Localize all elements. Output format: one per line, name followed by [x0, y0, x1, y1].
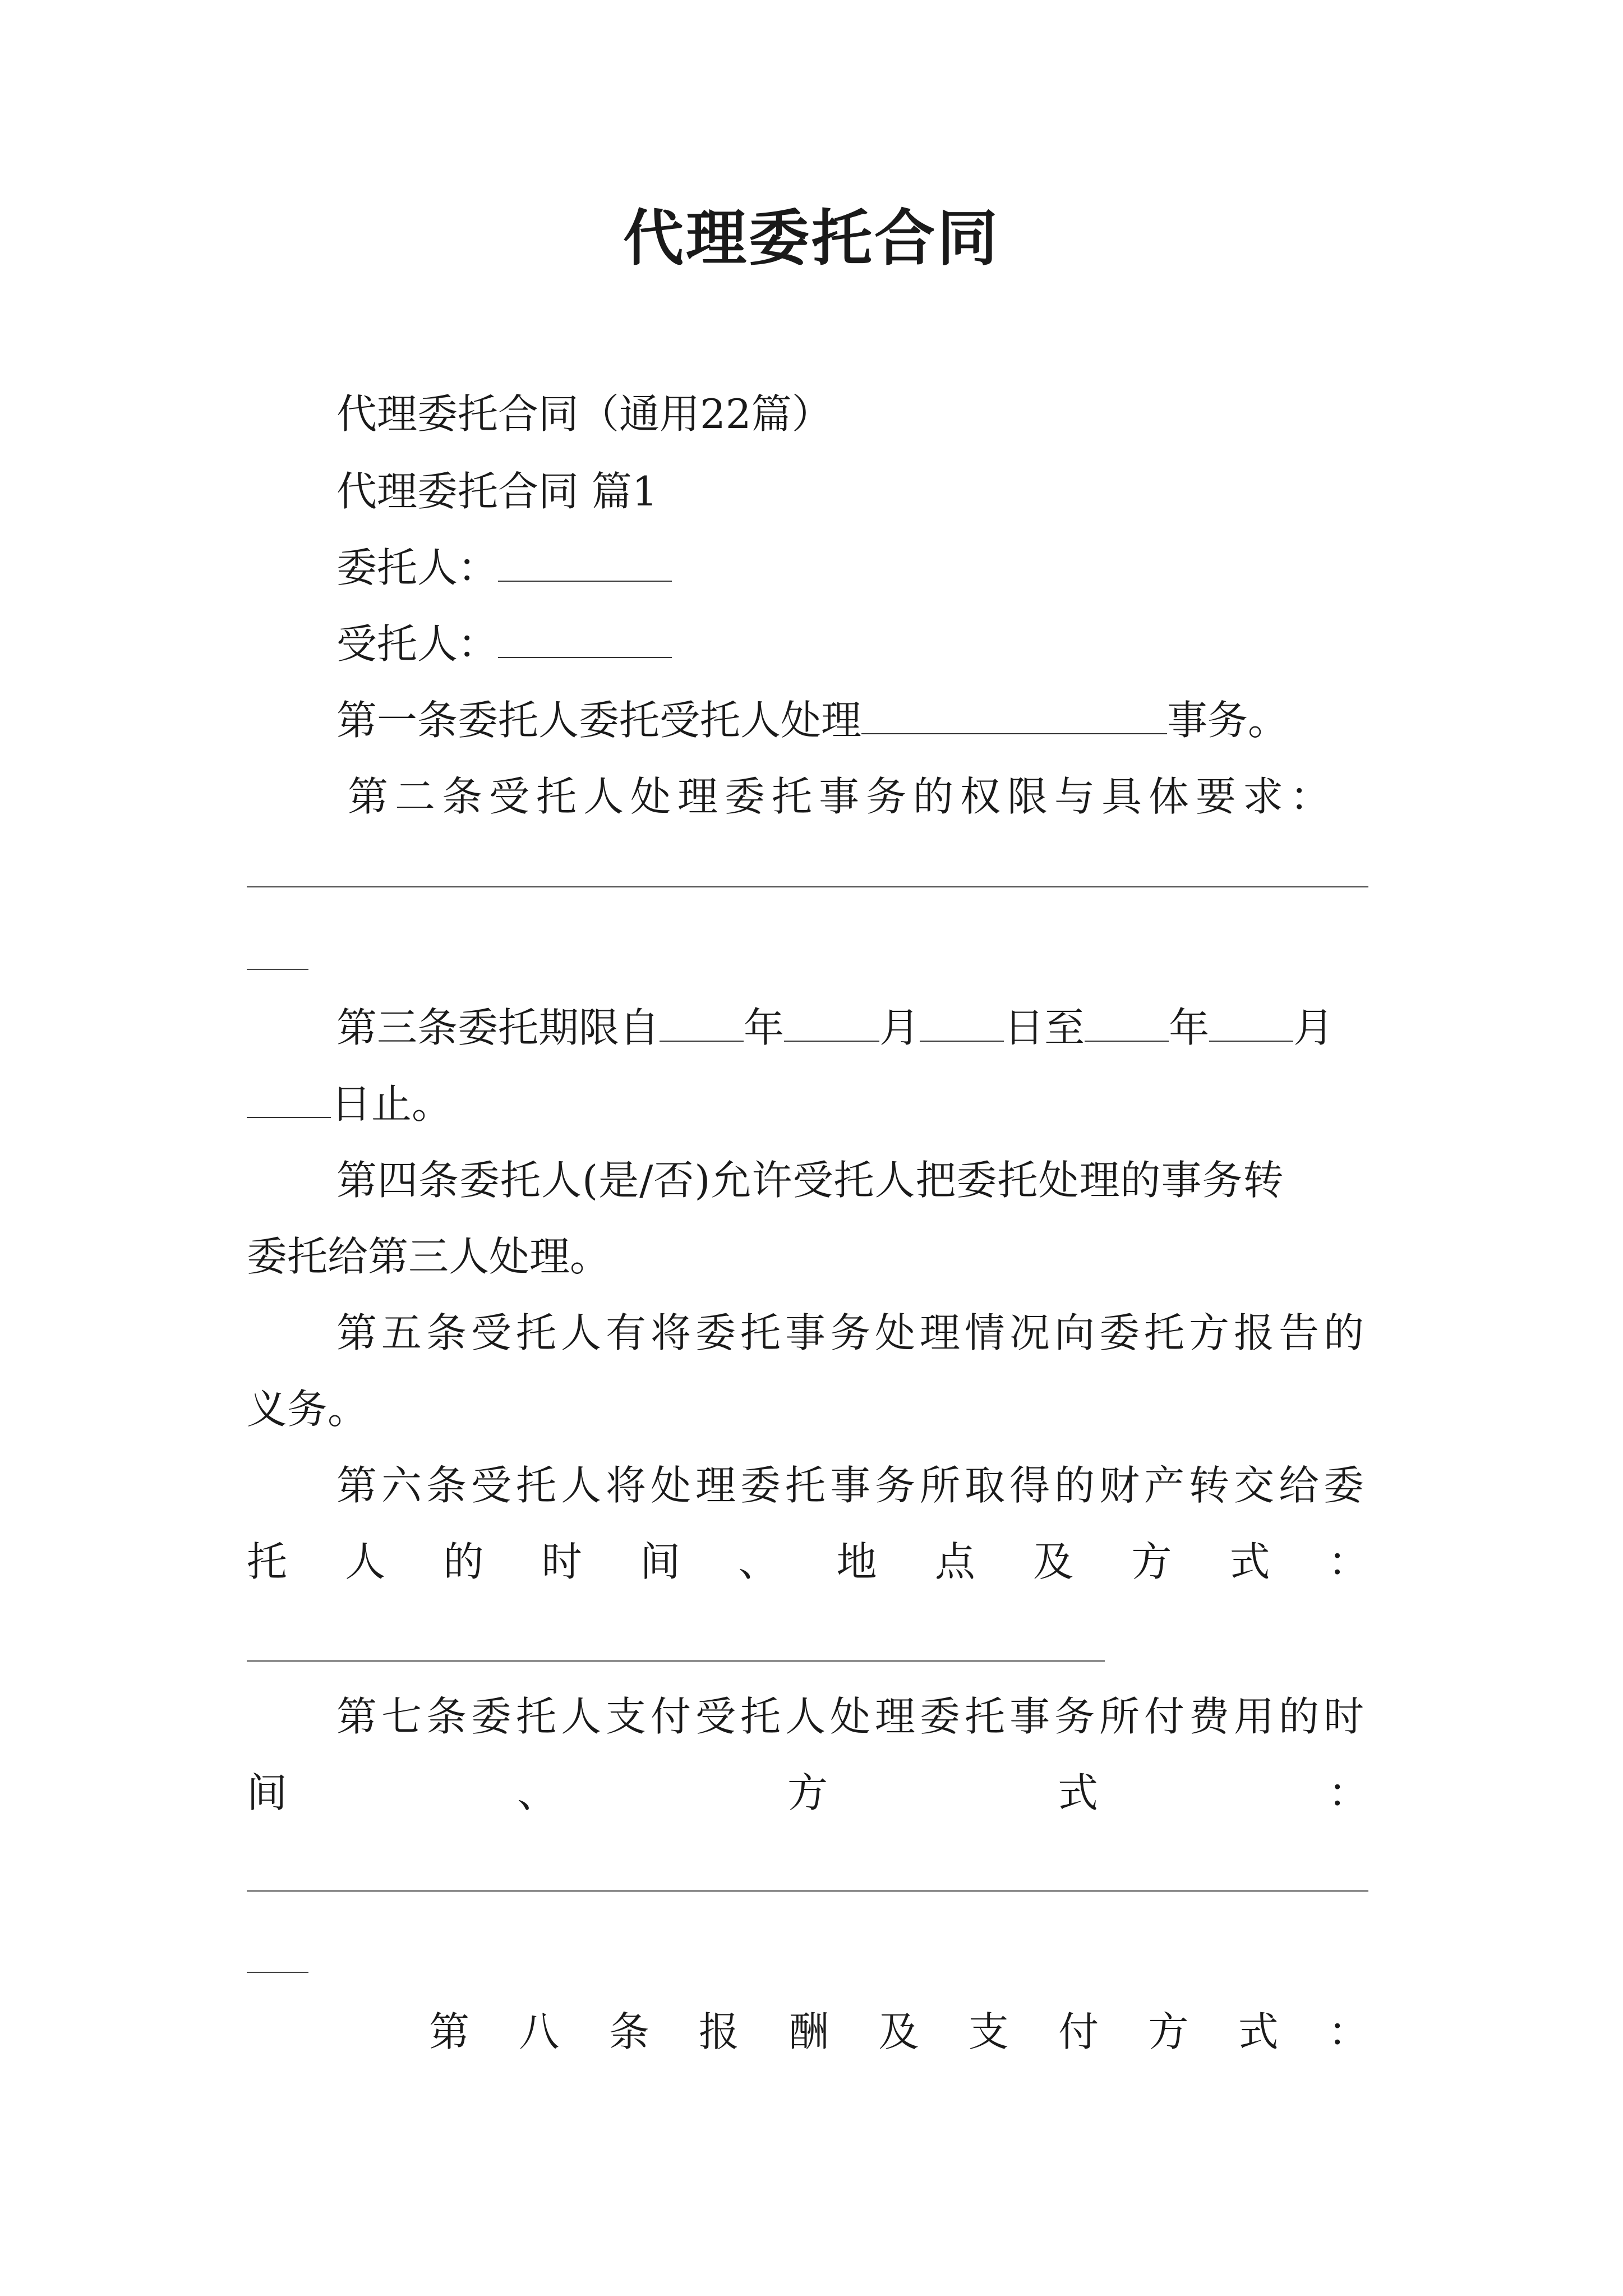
char: 式 [1238, 2008, 1279, 2055]
end-month-label: 月 [1293, 1004, 1334, 1051]
end-month-blank[interactable] [1209, 1001, 1293, 1042]
principal-label: 委托人： [336, 544, 499, 591]
article-4-line-1: 第四条委托人(是/否)允许受托人把委托处理的事务转 [336, 1157, 1284, 1204]
end-year-blank[interactable] [1085, 1001, 1169, 1042]
char: ： [1327, 1538, 1368, 1585]
article-2: 第二条受托人处理委托事务的权限与具体要求： [348, 773, 1338, 820]
char: ： [1327, 1769, 1368, 1816]
article-1 [336, 692, 1288, 748]
char: 人 [345, 1538, 386, 1585]
char: 及 [878, 2008, 919, 2055]
article-7-blank-line-2[interactable] [247, 1972, 308, 1973]
article-2-blank-line-2[interactable] [247, 969, 308, 970]
year-label: 年 [744, 1004, 785, 1051]
article-5-line-1: 第五条受托人有将委托事务处理情况向委托方报告的 [336, 1309, 1369, 1356]
article-3-cont [247, 1076, 452, 1132]
article-7-blank-line[interactable] [247, 1890, 1368, 1892]
article-8 [429, 2004, 1368, 2060]
principal-blank[interactable] [498, 541, 672, 582]
chapter-heading: 代理委托合同 篇1 [336, 468, 658, 515]
char: 付 [1058, 2008, 1099, 2055]
char: 、 [738, 1538, 779, 1585]
char: 式 [1057, 1769, 1098, 1816]
char: 、 [517, 1769, 557, 1816]
char: 报 [698, 2008, 739, 2055]
day-to-label: 日至 [1004, 1004, 1085, 1051]
char: 条 [608, 2008, 649, 2055]
article-1-text: 第一条委托人委托受托人处理 [336, 697, 862, 744]
char: 时 [541, 1538, 582, 1585]
char: 支 [968, 2008, 1009, 2055]
article-3-text: 第三条委托期限自 [336, 1004, 660, 1051]
article-1-blank[interactable] [861, 694, 1167, 734]
article-4-line-2: 委托给第三人处理。 [247, 1233, 611, 1280]
article-3 [336, 1000, 1334, 1056]
month-label: 月 [879, 1004, 920, 1051]
char: 式 [1229, 1538, 1270, 1585]
end-year-label: 年 [1169, 1004, 1210, 1051]
char: 间 [247, 1769, 288, 1816]
char: 托 [247, 1538, 288, 1585]
article-6-line-2 [247, 1534, 1368, 1590]
char: 间 [640, 1538, 681, 1585]
char: 方 [1131, 1538, 1172, 1585]
day-end-label: 日止。 [331, 1080, 453, 1128]
char: ： [1327, 2008, 1368, 2055]
char: 酬 [789, 2008, 829, 2055]
end-day-blank[interactable] [247, 1078, 331, 1118]
article-1-suffix: 事务。 [1167, 697, 1289, 744]
char: 点 [934, 1538, 975, 1585]
start-year-blank[interactable] [660, 1001, 744, 1042]
collection-heading: 代理委托合同（通用22篇） [336, 390, 832, 438]
start-month-blank[interactable] [784, 1001, 879, 1042]
char: 的 [443, 1538, 484, 1585]
char: 方 [787, 1769, 828, 1816]
char: 地 [836, 1538, 877, 1585]
article-5-line-2: 义务。 [247, 1386, 368, 1433]
article-6-line-1: 第六条受托人将处理委托事务所取得的财产转交给委 [336, 1462, 1369, 1509]
char: 第 [429, 2008, 470, 2055]
agent-label: 受托人： [336, 620, 499, 668]
start-day-blank[interactable] [920, 1001, 1004, 1042]
char: 及 [1033, 1538, 1074, 1585]
article-7-line-2 [247, 1765, 1368, 1821]
principal-line [336, 540, 672, 596]
char: 方 [1148, 2008, 1189, 2055]
article-6-blank-line[interactable] [247, 1660, 1105, 1662]
article-2-blank-line[interactable] [247, 886, 1368, 887]
agent-blank[interactable] [498, 618, 672, 658]
article-7-line-1: 第七条委托人支付受托人处理委托事务所付费用的时 [336, 1693, 1369, 1740]
agent-line [336, 616, 672, 672]
document-title: 代理委托合同 [623, 203, 1000, 274]
char: 八 [519, 2008, 560, 2055]
